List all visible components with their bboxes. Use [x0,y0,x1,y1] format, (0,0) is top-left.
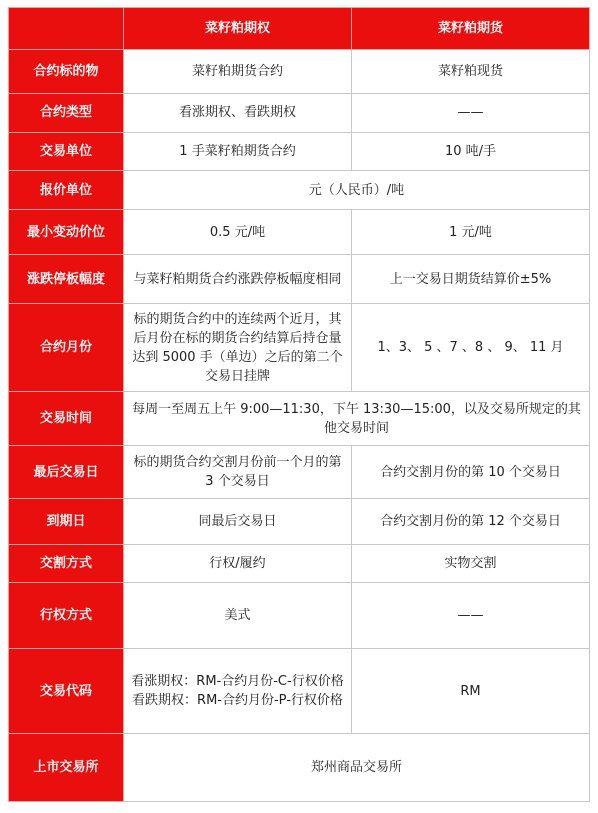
row-label: 上市交易所 [9,734,124,802]
row-label: 交割方式 [9,545,124,583]
row-label: 合约月份 [9,304,124,392]
row-label: 涨跌停板幅度 [9,255,124,304]
row-label: 交易代码 [9,648,124,734]
options-cell: 1 手菜籽粕期货合约 [124,132,352,171]
futures-cell: 合约交割月份的第 12 个交易日 [352,499,590,545]
options-cell: 标的期货合约交割月份前一个月的第 3 个交易日 [124,446,352,499]
table-row [9,171,590,210]
table-row [9,446,590,499]
futures-cell: 1 元/吨 [352,210,590,255]
row-label: 最小变动价位 [9,210,124,255]
table-row [9,255,590,304]
merged-cell: 元（人民币）/吨 [124,171,590,210]
table-row [9,93,590,132]
table-row [9,304,590,392]
put-code: 看跌期权：RM-合约月份-P-行权价格 [132,693,343,709]
row-label: 合约标的物 [9,49,124,93]
options-cell: 美式 [124,583,352,648]
futures-cell: 菜籽粕现货 [352,49,590,93]
options-cell: 菜籽粕期货合约 [124,49,352,93]
table-row [9,132,590,171]
table-row [9,499,590,545]
futures-cell: 10 吨/手 [352,132,590,171]
options-cell [124,648,352,734]
row-label: 到期日 [9,499,124,545]
header-row [9,8,590,50]
futures-cell: —— [352,583,590,648]
futures-cell: RM [352,648,590,734]
contract-spec-table [8,7,590,802]
row-label: 交易单位 [9,132,124,171]
options-cell: 看涨期权、看跌期权 [124,93,352,132]
call-code: 看涨期权：RM-合约月份-C-行权价格 [131,674,344,690]
table-row [9,210,590,255]
options-cell: 标的期货合约中的连续两个近月，其后月份在标的期货合约结算后持仓量达到 5000 手（单边）之后的第二个交易日挂牌 [124,304,352,392]
options-cell: 行权/履约 [124,545,352,583]
table-row [9,648,590,734]
futures-cell: 上一交易日期货结算价±5% [352,255,590,304]
futures-cell: 实物交割 [352,545,590,583]
merged-cell: 郑州商品交易所 [124,734,590,802]
table-row [9,545,590,583]
options-cell: 0.5 元/吨 [124,210,352,255]
header-corner [9,8,124,50]
header-futures: 菜籽粕期货 [352,8,590,50]
futures-cell: 1、3、 5 、7 、8 、 9、 11 月 [352,304,590,392]
futures-cell: —— [352,93,590,132]
futures-cell: 合约交割月份的第 10 个交易日 [352,446,590,499]
row-label: 行权方式 [9,583,124,648]
header-options: 菜籽粕期权 [124,8,352,50]
row-label: 最后交易日 [9,446,124,499]
row-label: 交易时间 [9,392,124,446]
row-label: 报价单位 [9,171,124,210]
options-cell: 与菜籽粕期货合约涨跌停板幅度相同 [124,255,352,304]
table-row [9,583,590,648]
merged-cell: 每周一至周五上午 9:00—11:30，下午 13:30—15:00，以及交易所规定的其他交易时间 [124,392,590,446]
row-label: 合约类型 [9,93,124,132]
table-row [9,734,590,802]
table-row [9,49,590,93]
table-row [9,392,590,446]
options-cell: 同最后交易日 [124,499,352,545]
